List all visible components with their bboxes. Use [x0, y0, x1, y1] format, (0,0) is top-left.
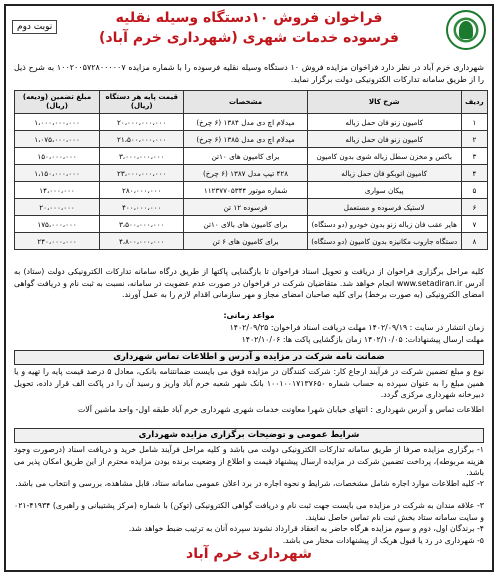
- table-cell: ۱: [461, 114, 487, 131]
- table-cell: ۱۵۰،۰۰۰،۰۰۰: [15, 148, 100, 165]
- table-cell: ۳،۰۰۰،۰۰۰،۰۰۰: [100, 148, 184, 165]
- condition-item-3: ۳- علاقه مندان به شرکت در مزایده می بایست جهت ثبت نام و دریافت گواهی الکترونیکی (توکن) با شماره (مرکز پشتیبانی و راهبری) ۴۱۹۳۴-۰۲۱ و سایت سامانه ستاد بخش ثبت نام تماس حاصل نمایند.: [14, 501, 484, 522]
- table-cell: ۱،۱۵۰،۰۰۰،۰۰۰: [15, 165, 100, 182]
- table-cell: ۱،۰۷۵،۰۰۰،۰۰۰: [15, 131, 100, 148]
- notice-header: [6, 6, 492, 60]
- table-cell: کامیون زنو فان حمل زباله: [307, 131, 461, 148]
- table-header-row: [15, 91, 488, 114]
- guarantee-section-title: ضمانت نامه شرکت در مزایده و آدرس و اطلاعات تماس شهرداری: [14, 350, 484, 365]
- table-row: [15, 131, 488, 148]
- table-cell: هایر عقب فان زباله زنو بدون خودرو (دو دستگاه): [307, 216, 461, 233]
- column-header: قیمت پایه هر دستگاه (ریال): [100, 91, 184, 114]
- table-row: [15, 165, 488, 182]
- table-row: [15, 233, 488, 250]
- table-cell: ۴،۸۰۰،۰۰۰،۰۰۰: [100, 233, 184, 250]
- process-paragraph: کلیه مراحل برگزاری فراخوان از دریافت و تحویل اسناد فراخوان تا بازگشایی پاکتها از طریق درگاه سامانه تدارکات الکترونیکی دولت (ستاد) به آدرس www.setadiran.ir انجام خواهد شد. متقاضیان شرکت در فراخوان در صورت عدم عضویت در سامانه، نسبت به ثبت نام و دریافت گواهی امضای الکترونیکی (به صورت برخط) برای کلیه صاحبان امضای مجاز و مهر سازمانی اقدام لازم را به عمل آورند.: [14, 267, 485, 299]
- table-cell: برای کامیون های ۶ تن: [184, 233, 307, 250]
- table-cell: شماره موتور ۱۱۲۳۷۷۰۵۳۴۴: [184, 182, 307, 199]
- column-header: ردیف: [461, 91, 487, 114]
- column-header: مشخصات: [184, 91, 307, 114]
- condition-item-5: ۵- شهرداری در رد یا قبول هریک از پیشنهادات مختار می باشد.: [282, 536, 484, 545]
- table-cell: فرسوده ۱۲ تن: [184, 199, 307, 216]
- table-cell: دستگاه جاروب مکانیزه بدون کامیون (دو دستگاه): [307, 233, 461, 250]
- column-header: مبلغ تضمین (ودیعه)(ریال): [15, 91, 100, 114]
- intro-paragraph: شهرداری خرم آباد در نظر دارد فراخوان مزایده فروش ۱۰ دستگاه وسیله نقلیه فرسوده را با شماره مزایده ۱۰۰۲۰۰۵۷۲۸۰۰۰۰۰۷ به شرح ذیل را از طریق سامانه تدارکات الکترونیکی دولت برگزار نماید.: [14, 63, 485, 84]
- table-cell: ۴۲۸ تیپ مدل ۱۳۸۷ (۶ چرخ): [184, 165, 307, 182]
- table-row: [15, 148, 488, 165]
- municipality-signature: شهرداری خرم آباد: [186, 546, 312, 562]
- table-cell: ۱،۰۰۰،۰۰۰،۰۰۰: [15, 114, 100, 131]
- timing-line2: مهلت ارسال پیشنهادات: ۱۴۰۲/۱۰/۰۵ زمان بازگشایی پاکت ها: ۱۴۰۲/۱۰/۰۶: [241, 335, 484, 344]
- table-cell: ۲۱،۵۰۰،۰۰۰،۰۰۰: [100, 131, 184, 148]
- table-cell: ۲۸۰،۰۰۰،۰۰۰: [100, 182, 184, 199]
- table-cell: ۳: [461, 148, 487, 165]
- condition-item-4: ۴- برندگان اول، دوم و سوم مزایده هرگاه حاضر به انعقاد قرارداد نشوند سپرده آنان به ترتیب ضبط خواهد شد.: [128, 524, 484, 533]
- items-table: [14, 90, 488, 250]
- table-row: [15, 216, 488, 233]
- table-cell: ۲۴۰،۰۰۰،۰۰۰: [15, 233, 100, 250]
- table-cell: ۲۰،۰۰۰،۰۰۰: [15, 199, 100, 216]
- round-badge: نوبت دوم: [12, 20, 57, 34]
- table-row: [15, 199, 488, 216]
- table-cell: ۴: [461, 165, 487, 182]
- notice-page: [4, 4, 494, 572]
- table-cell: میدلام اچ دی مدل ۱۳۸۵ (۶ چرخ): [184, 131, 307, 148]
- table-cell: کامیون زنو فان حمل زباله: [307, 114, 461, 131]
- table-cell: باکس و مخزن سطل زباله شوی بدون کامیون: [307, 148, 461, 165]
- table-cell: ۱۴،۰۰۰،۰۰۰: [15, 182, 100, 199]
- timing-line1: زمان انتشار در سایت : ۱۴۰۲/۰۹/۱۹ مهلت دریافت اسناد فراخوان: ۱۴۰۲/۰۹/۲۵: [229, 323, 484, 332]
- municipality-logo: [446, 10, 486, 50]
- timing-title: مواعد زمانی:: [223, 311, 275, 320]
- table-cell: برای کامیون های ۱۰تن: [184, 148, 307, 165]
- table-cell: کامیون اتوبکو فان حمل زباله: [307, 165, 461, 182]
- notice-title-line1: فراخوان فروش ۱۰دستگاه وسیله نقلیه: [115, 10, 383, 26]
- column-header: شرح کالا: [307, 91, 461, 114]
- table-cell: لاستیک فرسوده و مستعمل: [307, 199, 461, 216]
- table-cell: ۵: [461, 182, 487, 199]
- table-cell: میدلام اچ دی مدل ۱۳۸۴ (۶ چرخ): [184, 114, 307, 131]
- table-cell: پیکان سواری: [307, 182, 461, 199]
- contact-paragraph: اطلاعات تماس و آدرس شهرداری : انتهای خیابان شهرا معاونت خدمات شهری شهرداری خرم آباد طبقه اول- واحد ماشین آلات: [77, 405, 484, 414]
- table-cell: برای کامیون های بالای ۱۰تن: [184, 216, 307, 233]
- table-cell: ۲: [461, 131, 487, 148]
- table-row: [15, 114, 488, 131]
- table-cell: ۱۷۵،۰۰۰،۰۰۰: [15, 216, 100, 233]
- condition-item-2: ۲- کلیه اطلاعات موارد اجاره شامل مشخصات، شرایط و نحوه اجاره در برد اعلان عمومی سامانه ستاد، قابل مشاهده، بررسی و انتخاب می باشد.: [15, 479, 484, 488]
- table-cell: ۷: [461, 216, 487, 233]
- table-cell: ۲۰،۰۰۰،۰۰۰،۰۰۰: [100, 114, 184, 131]
- table-cell: ۳،۵۰۰،۰۰۰،۰۰۰: [100, 216, 184, 233]
- guarantee-paragraph: نوع و مبلغ تضمین شرکت در فرآیند ارجاع کار: شرکت کنندگان در مزایده فوق می بایست ضمانتنامه بانکی، معادل ۵ درصد قیمت پایه را تهیه و یا همین مبلغ را به عنوان سپرده به حساب شماره ۱۰۰۱۰۰۱۷۱۳۷۶۵۰ بانک شهر شعبه خرم آباد واریز و رسید آن را در پاکت الف قرار داده، تحویل دبیرخانه شهرداری مرکزی گردد.: [14, 367, 484, 399]
- table-cell: ۶: [461, 199, 487, 216]
- conditions-section-title: شرایط عمومی و توضیحات برگزاری مزایده شهرداری: [14, 428, 484, 443]
- notice-title-line2: فرسوده خدمات شهری (شهرداری خرم آباد): [99, 30, 399, 46]
- condition-item-1: ۱- برگزاری مزایده صرفا از طریق سامانه تدارکات الکترونیکی دولت می باشد و کلیه مراحل فرآیند شامل خرید و دریافت اسناد (درصورت وجود هزینه مربوطه)، پرداخت تضمین شرکت در مزایده ارسال پیشنهاد قیمت و اطلاع از وضعیت برنده بودن مزایده محترم از این طریق امکان پذیر می باشد.: [14, 445, 484, 477]
- table-row: [15, 182, 488, 199]
- table-cell: ۴۰۰،۰۰۰،۰۰۰: [100, 199, 184, 216]
- table-cell: ۸: [461, 233, 487, 250]
- table-cell: ۲۳،۰۰۰،۰۰۰،۰۰۰: [100, 165, 184, 182]
